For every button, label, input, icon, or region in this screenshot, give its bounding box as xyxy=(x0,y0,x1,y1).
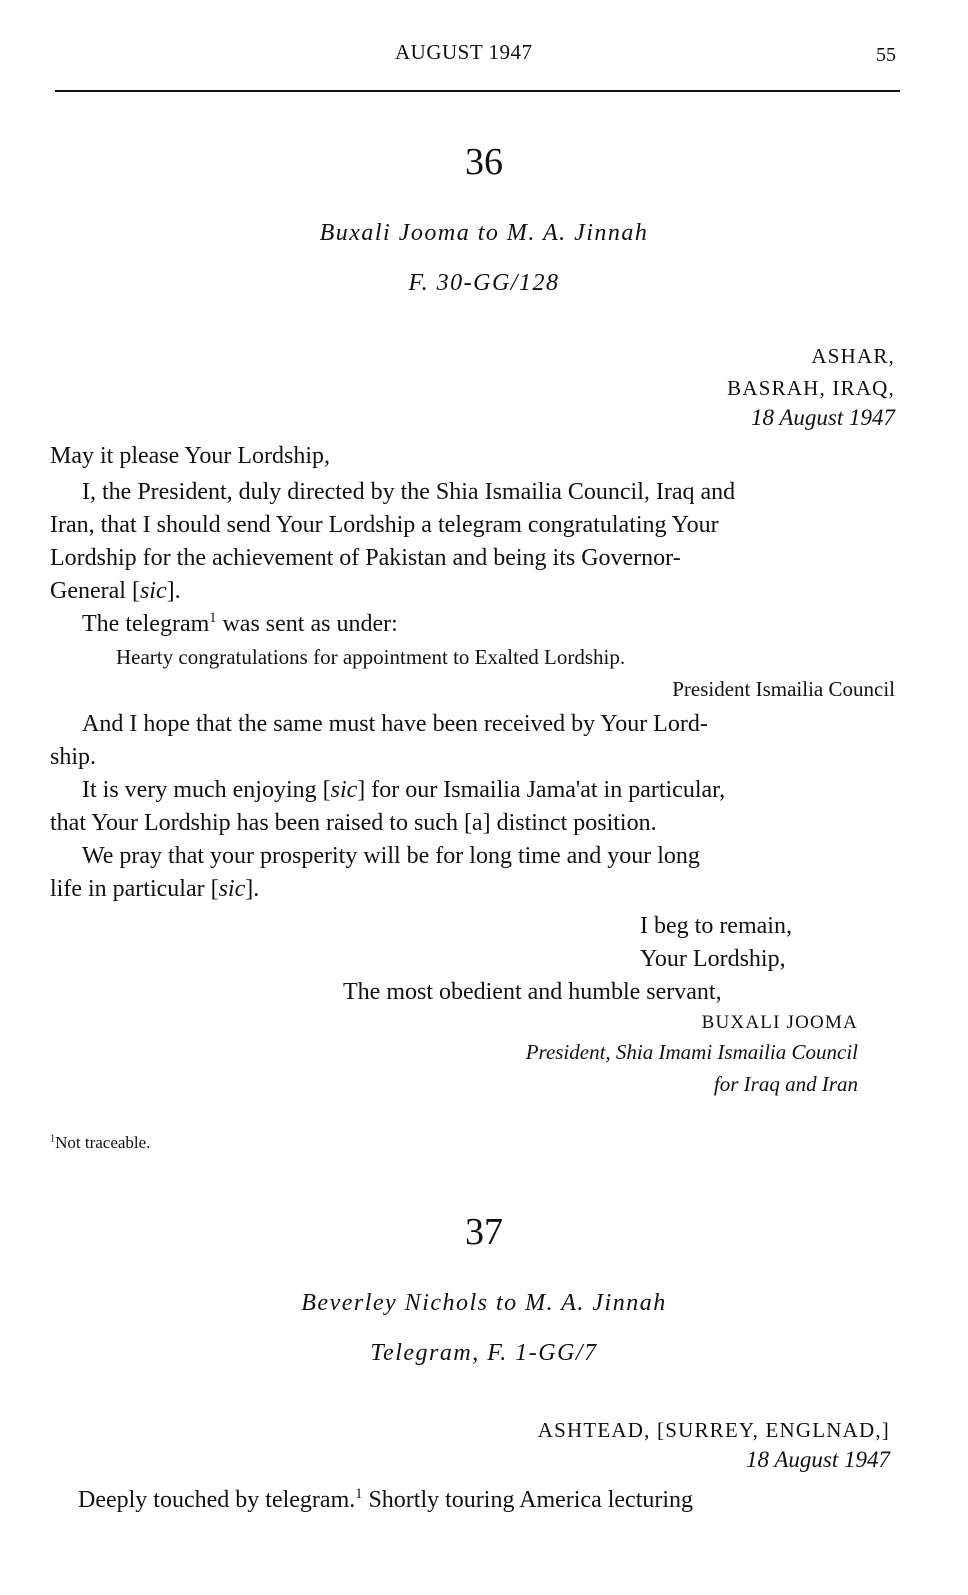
sic-mark: sic xyxy=(330,777,358,803)
doc36-para1-line1 xyxy=(50,476,895,509)
doc36-para1-line4-after: ]. xyxy=(166,578,181,604)
doc36-para3-line1-text: And I hope that the same must have been received by Your Lord- xyxy=(82,711,708,737)
footnote-marker: 1 xyxy=(50,1133,56,1145)
doc36-address-line1: ASHAR, xyxy=(811,344,895,368)
doc36-para2-before: The telegram xyxy=(82,611,210,637)
doc36-telegram-text: Hearty congratulations for appointment to Exalted Lordship. xyxy=(116,645,626,669)
doc36-para4-line2: that Your Lordship has been raised to such [a] distinct position. xyxy=(50,810,657,836)
doc36-number: 36 xyxy=(465,141,503,183)
doc37-address-line1: ASHTEAD, [SURREY, ENGLNAD,] xyxy=(537,1418,890,1442)
doc36-para1-line4-before: General [ xyxy=(50,578,140,604)
sic-mark: sic xyxy=(139,578,167,604)
doc37-date: 18 August 1947 xyxy=(746,1447,890,1472)
doc36-para1-line4 xyxy=(50,575,181,608)
doc37-body-before: Deeply touched by telegram. xyxy=(78,1487,356,1513)
doc36-para5-line2 xyxy=(50,873,259,906)
doc36-closing-line2: Your Lordship, xyxy=(640,946,786,972)
doc36-para5-line2-after: ]. xyxy=(245,876,260,902)
footnote-ref: 1 xyxy=(355,1486,363,1502)
doc37-body-line1 xyxy=(50,1484,895,1517)
doc36-para1-line3: Lordship for the achievement of Pakistan and being its Governor- xyxy=(50,545,681,571)
header-rule xyxy=(55,90,900,92)
doc36-signature-name: BUXALI JOOMA xyxy=(701,1012,858,1033)
running-head: AUGUST 1947 xyxy=(395,40,533,64)
doc36-telegram-signature: President Ismailia Council xyxy=(672,677,895,701)
doc36-para3-line2: ship. xyxy=(50,744,97,770)
doc36-address-line2: BASRAH, IRAQ, xyxy=(727,376,895,400)
doc36-closing-line1: I beg to remain, xyxy=(640,913,792,939)
doc36-footnote-text: Not traceable. xyxy=(55,1133,151,1152)
doc36-para5-line1 xyxy=(50,840,895,873)
doc36-footnote xyxy=(50,1133,150,1153)
doc36-para5-line2-before: life in particular [ xyxy=(50,876,219,902)
doc37-number: 37 xyxy=(465,1211,503,1253)
doc36-reference: F. 30-GG/128 xyxy=(408,270,560,296)
doc36-closing-line3: The most obedient and humble servant, xyxy=(343,979,722,1005)
doc36-para4-line1 xyxy=(82,774,725,807)
doc36-para2-after: was sent as under: xyxy=(216,611,398,637)
doc36-salutation: May it please Your Lordship, xyxy=(50,443,330,469)
doc36-signature-title-line2: for Iraq and Iran xyxy=(713,1072,858,1096)
doc36-para4-line1-before: It is very much enjoying [ xyxy=(82,777,331,803)
doc36-para1-line2: Iran, that I should send Your Lordship a telegram congratulating Your xyxy=(50,512,719,538)
doc36-para4-line1-after: ] for our Ismailia Jama'at in particular, xyxy=(357,777,726,803)
sic-mark: sic xyxy=(218,876,246,902)
doc36-para2 xyxy=(82,608,398,641)
doc36-para3-line1 xyxy=(50,708,895,741)
doc36-signature-title-line1: President, Shia Imami Ismailia Council xyxy=(525,1040,858,1064)
footnote-ref: 1 xyxy=(209,610,217,626)
doc37-reference: Telegram, F. 1-GG/7 xyxy=(370,1340,598,1366)
doc36-title: Buxali Jooma to M. A. Jinnah xyxy=(319,220,649,246)
doc37-title: Beverley Nichols to M. A. Jinnah xyxy=(301,1290,667,1316)
doc36-para5-line1-text: We pray that your prosperity will be for long time and your long xyxy=(82,843,700,869)
doc36-para1-line1-text: I, the President, duly directed by the Shia Ismailia Council, Iraq and xyxy=(82,479,736,505)
page-number: 55 xyxy=(876,44,896,66)
doc37-body-after: Shortly touring America lecturing xyxy=(362,1487,694,1513)
doc36-date: 18 August 1947 xyxy=(751,405,895,430)
